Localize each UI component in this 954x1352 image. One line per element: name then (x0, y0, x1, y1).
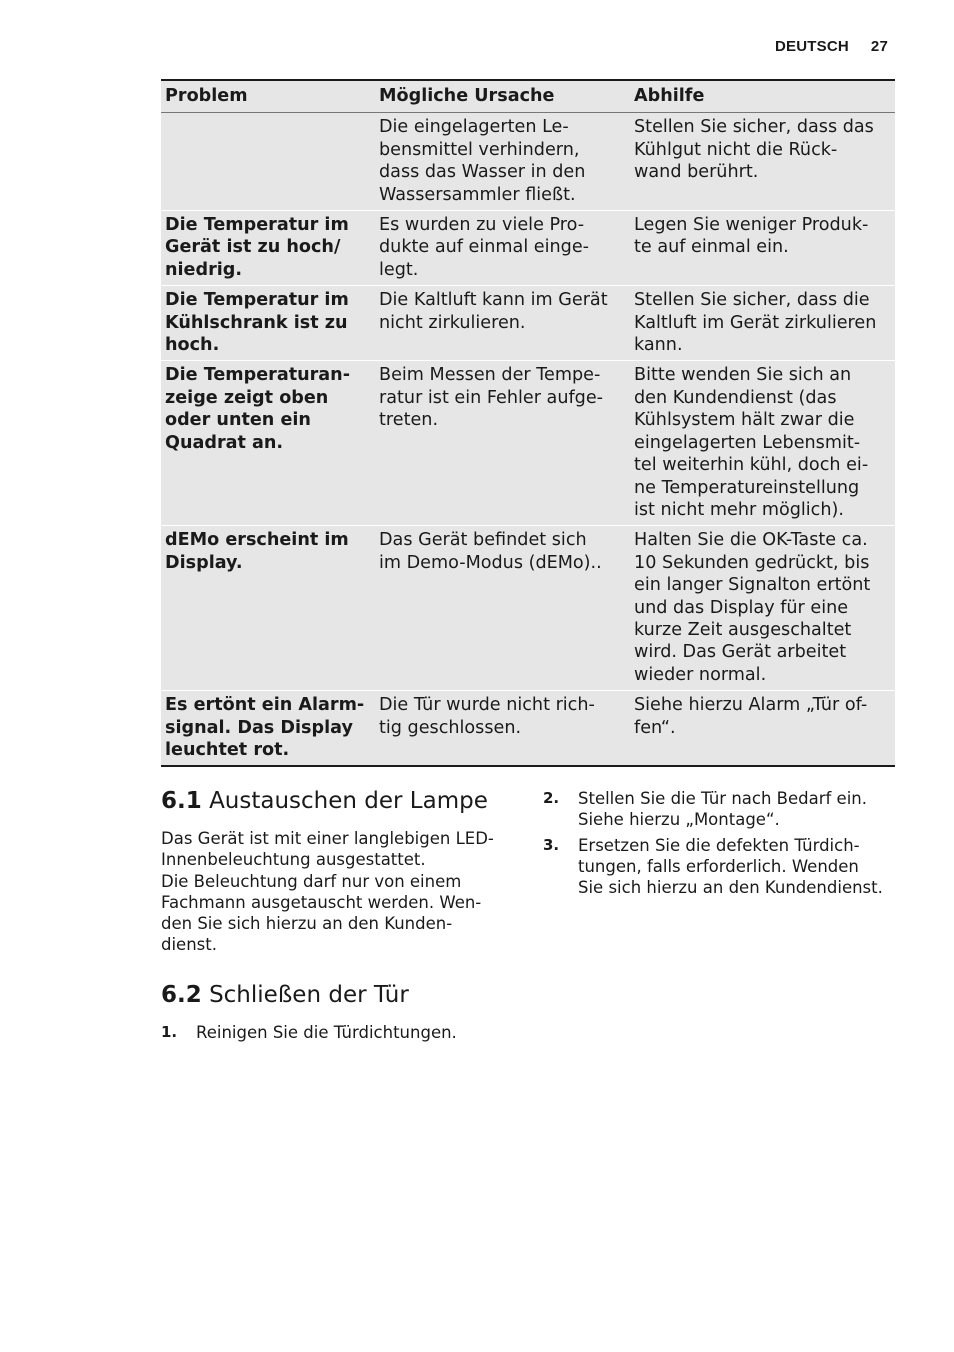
cell-line: im Demo-Modus (dEMo).. (379, 552, 602, 573)
page-header (775, 38, 888, 55)
cell-problem (161, 691, 375, 767)
cell-cause (375, 526, 630, 691)
cell-line: Halten Sie die OK-Taste ca. (634, 530, 868, 551)
cell-line: hoch. (165, 335, 220, 356)
body-line: dienst. (161, 935, 217, 955)
cell-line: Es ertönt ein Alarm- (165, 695, 365, 716)
cell-line: Kühlgut nicht die Rück- (634, 139, 838, 160)
cell-remedy (630, 286, 895, 361)
cell-problem (161, 361, 375, 526)
cell-line: dass das Wasser in den (379, 162, 586, 183)
cell-line: leuchtet rot. (165, 739, 290, 760)
cell-line: tel weiterhin kühl, doch ei- (634, 455, 869, 476)
cell-line: Die Temperatur im (165, 290, 349, 311)
cell-line: Display. (165, 552, 243, 573)
cell-line: Stellen Sie sicher, dass die (634, 290, 870, 311)
cell-problem (161, 211, 375, 286)
cell-line: Wassersammler fließt. (379, 184, 576, 205)
cell-remedy (630, 361, 895, 526)
table-header-row (161, 80, 895, 113)
cell-line: Quadrat an. (165, 432, 284, 453)
right-column (543, 788, 903, 902)
cell-line: ist nicht mehr möglich). (634, 499, 844, 520)
cell-line: treten. (379, 410, 439, 431)
cell-line: Kühlschrank ist zu (165, 312, 348, 333)
step-text-line: Stellen Sie die Tür nach Bedarf ein. (578, 789, 867, 808)
cell-line: Die Tür wurde nicht rich- (379, 695, 595, 716)
cell-line: ratur ist ein Fehler aufge- (379, 387, 604, 408)
cell-line: Bitte wenden Sie sich an (634, 365, 852, 386)
cell-line: den Kundendienst (das (634, 387, 837, 408)
step-text-line: Sie sich hierzu an den Kundendienst. (578, 878, 883, 898)
cell-line: wand berührt. (634, 162, 759, 183)
cell-line: legt. (379, 259, 419, 280)
section-6-1-body (161, 828, 521, 956)
cell-line: dukte auf einmal einge- (379, 237, 590, 258)
column-header-problem: Problem (161, 80, 375, 113)
cell-line: 10 Sekunden gedrückt, bis (634, 552, 870, 573)
section-number: 6.2 (161, 981, 202, 1008)
cell-line: Die eingelagerten Le- (379, 117, 569, 138)
cell-cause (375, 286, 630, 361)
cell-line: tig geschlossen. (379, 717, 522, 738)
section-number: 6.1 (161, 788, 202, 814)
table-row (161, 526, 895, 691)
cell-line: dEMo erscheint im (165, 530, 349, 551)
cell-line: niedrig. (165, 259, 243, 280)
troubleshooting-table (161, 79, 895, 767)
table-row (161, 286, 895, 361)
table-row (161, 211, 895, 286)
body-line: Die Beleuchtung darf nur von einem (161, 871, 462, 891)
table-row (161, 691, 895, 767)
cell-line: nicht zirkulieren. (379, 312, 526, 333)
cell-line: oder unten ein (165, 410, 311, 431)
cell-line: Kühlsystem hält zwar die (634, 410, 855, 431)
steps-list-right (543, 788, 903, 898)
cell-line: kann. (634, 335, 683, 356)
column-header-cause: Mögliche Ursache (375, 80, 630, 113)
cell-remedy (630, 526, 895, 691)
cell-line: ne Temperatureinstellung (634, 477, 860, 498)
cell-remedy (630, 113, 895, 211)
step-text-line: Reinigen Sie die Türdichtungen. (196, 1022, 457, 1042)
cell-line: wieder normal. (634, 664, 767, 685)
steps-list-left (161, 1022, 521, 1043)
cell-line: zeige zeigt oben (165, 387, 329, 408)
cell-line: Es wurden zu viele Pro- (379, 215, 585, 236)
column-header-remedy: Abhilfe (630, 80, 895, 113)
step-item (543, 788, 903, 831)
cell-line: wird. Das Gerät arbeitet (634, 642, 847, 663)
cell-cause (375, 113, 630, 211)
section-6-2-heading (161, 980, 521, 1010)
step-text-line: Ersetzen Sie die defekten Türdich- (578, 835, 860, 855)
left-column (161, 786, 521, 1047)
cell-line: eingelagerten Lebensmit- (634, 432, 861, 453)
table-row (161, 113, 895, 211)
step-number: 2. (543, 789, 560, 807)
body-line: den Sie sich hierzu an den Kunden- (161, 914, 453, 934)
cell-problem (161, 113, 375, 211)
header-section-label: DEUTSCH (775, 38, 849, 55)
section-title: Schließen der Tür (209, 981, 409, 1008)
cell-line: fen“. (634, 717, 676, 738)
cell-line: Die Temperatur im (165, 215, 349, 236)
cell-cause (375, 361, 630, 526)
step-number: 1. (161, 1022, 178, 1041)
cell-remedy (630, 211, 895, 286)
cell-line: signal. Das Display (165, 717, 353, 738)
cell-line: Stellen Sie sicher, dass das (634, 117, 874, 138)
cell-cause (375, 211, 630, 286)
cell-line: Die Kaltluft kann im Gerät (379, 290, 608, 311)
section-6-1-heading (161, 786, 521, 816)
step-item (543, 835, 903, 899)
page-number: 27 (870, 38, 888, 55)
step-number: 3. (543, 835, 560, 854)
cell-line: Das Gerät befindet sich (379, 530, 587, 551)
cell-line: Siehe hierzu Alarm „Tür of- (634, 695, 868, 716)
cell-line: Die Temperaturan- (165, 365, 351, 386)
table-body (161, 113, 895, 766)
cell-line: Beim Messen der Tempe- (379, 365, 601, 386)
body-line: Innenbeleuchtung ausgestattet. (161, 850, 426, 870)
cell-problem (161, 286, 375, 361)
body-line: Das Gerät ist mit einer langlebigen LED- (161, 829, 494, 848)
cell-line: te auf einmal ein. (634, 237, 789, 258)
cell-cause (375, 691, 630, 767)
cell-line: Legen Sie weniger Produk- (634, 215, 869, 236)
cell-line: ein langer Signalton ertönt (634, 575, 871, 596)
section-title: Austauschen der Lampe (209, 788, 488, 814)
step-item (161, 1022, 521, 1043)
cell-line: bensmittel verhindern, (379, 139, 580, 160)
step-text-line: Siehe hierzu „Montage“. (578, 810, 780, 830)
table-row (161, 361, 895, 526)
step-text-line: tungen, falls erforderlich. Wenden (578, 856, 859, 876)
cell-line: Kaltluft im Gerät zirkulieren (634, 312, 877, 333)
cell-line: kurze Zeit ausgeschaltet (634, 619, 852, 640)
body-line: Fachmann ausgetauscht werden. Wen- (161, 892, 482, 912)
cell-line: und das Display für eine (634, 597, 849, 618)
cell-problem (161, 526, 375, 691)
cell-line: Gerät ist zu hoch/ (165, 237, 341, 258)
cell-remedy (630, 691, 895, 767)
